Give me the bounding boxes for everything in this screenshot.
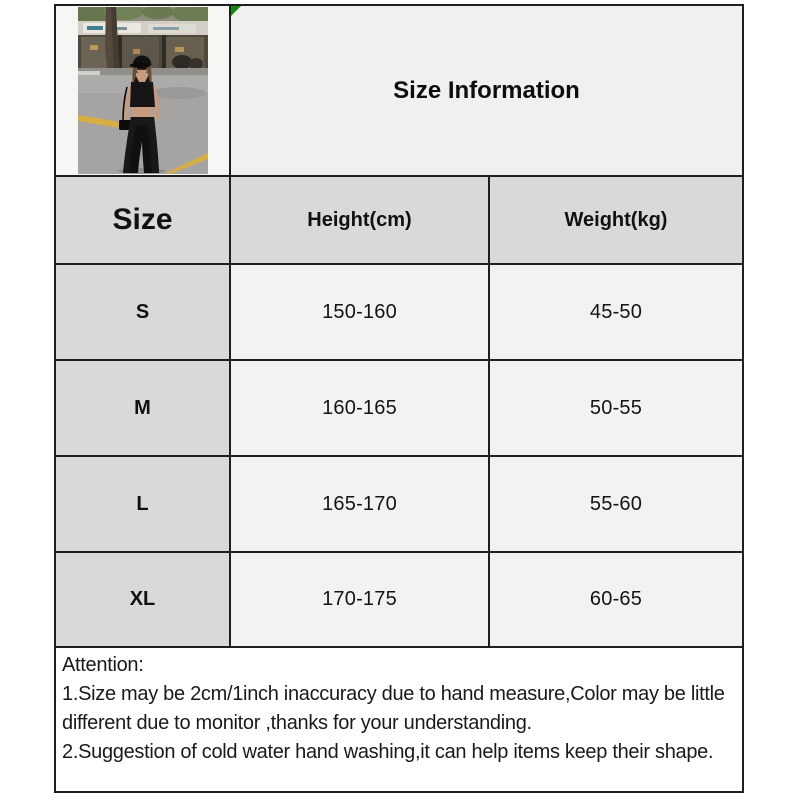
attention-box	[54, 646, 744, 793]
column-header-size: Size	[56, 177, 231, 265]
size-table	[54, 4, 744, 648]
row-l-weight-value: 55-60	[490, 457, 742, 553]
attention-note-1a: 1.Size may be 2cm/1inch inaccuracy due to hand measure,Color may be little	[62, 683, 725, 705]
column-header-height: Height(cm)	[231, 177, 490, 265]
row-m-size-label: M	[56, 361, 231, 457]
banner-title: Size Information	[393, 76, 580, 104]
row-m-weight-value: 50-55	[490, 361, 742, 457]
product-photo-cell	[56, 6, 231, 177]
row-xl-size-label: XL	[56, 553, 231, 646]
attention-note-2: 2.Suggestion of cold water hand washing,it can help items keep their shape.	[62, 741, 714, 763]
row-xl-weight-value: 60-65	[490, 553, 742, 646]
attention-title: Attention:	[62, 654, 144, 676]
model-street-photo	[78, 7, 208, 174]
attention-note-1b: different due to monitor ,thanks for your understanding.	[62, 712, 532, 734]
row-l-height-value: 165-170	[231, 457, 490, 553]
size-information-banner	[231, 6, 742, 177]
row-s-height-value: 150-160	[231, 265, 490, 361]
row-m-height-value: 160-165	[231, 361, 490, 457]
row-l-size-label: L	[56, 457, 231, 553]
row-s-size-label: S	[56, 265, 231, 361]
green-corner-marker-icon	[231, 6, 241, 16]
row-xl-height-value: 170-175	[231, 553, 490, 646]
row-s-weight-value: 45-50	[490, 265, 742, 361]
column-header-weight: Weight(kg)	[490, 177, 742, 265]
